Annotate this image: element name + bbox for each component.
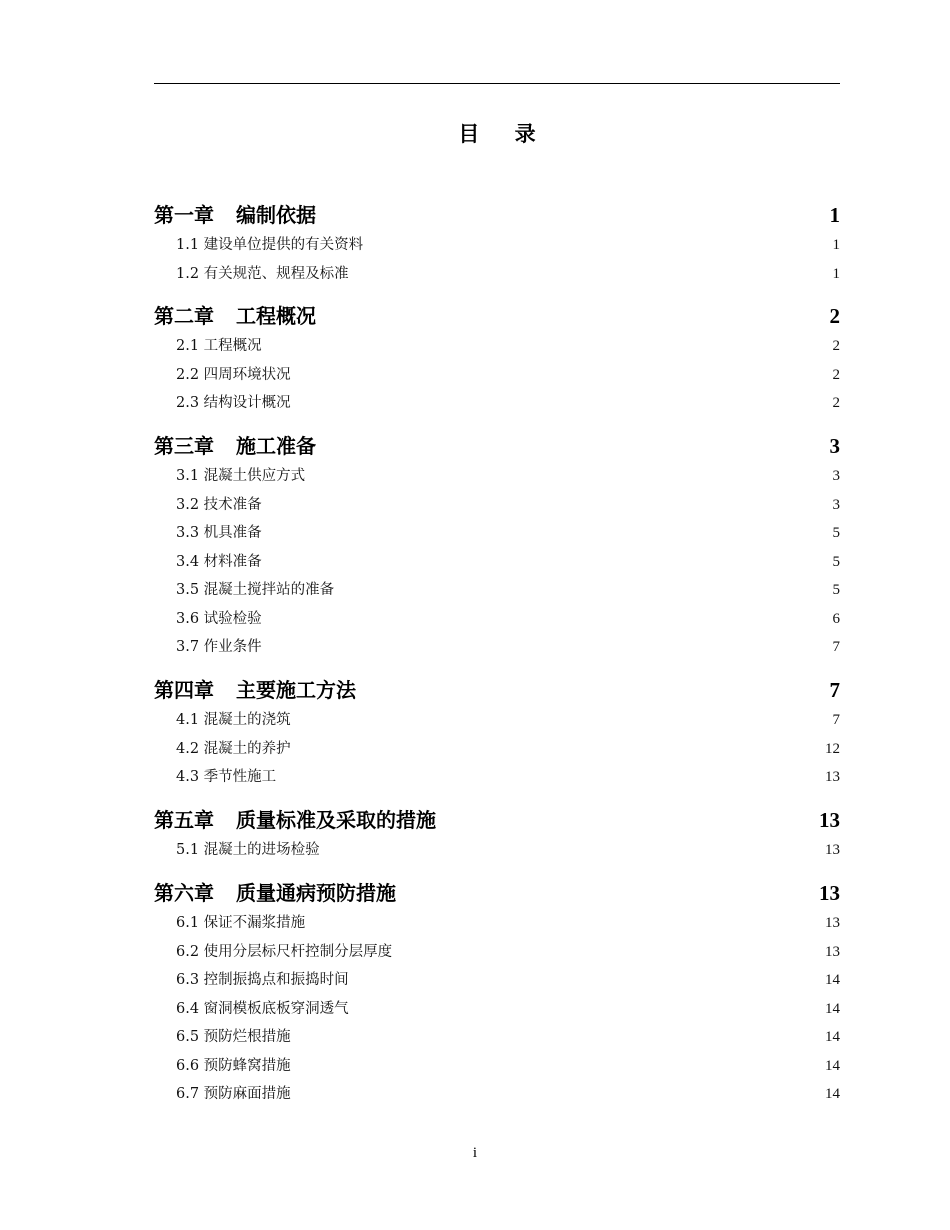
toc-section-row[interactable] bbox=[154, 709, 840, 731]
chapter-number: 第一章 bbox=[154, 203, 214, 227]
toc-section-row[interactable] bbox=[154, 263, 840, 285]
section-title: 3.4 材料准备 bbox=[176, 553, 262, 570]
section-title: 5.1 混凝土的进场检验 bbox=[176, 842, 320, 858]
toc-section-row[interactable] bbox=[154, 998, 840, 1020]
toc-section-row[interactable] bbox=[154, 766, 840, 788]
section-title: 1.2 有关规范、规程及标准 bbox=[176, 265, 349, 282]
section-page-number: 13 bbox=[825, 943, 840, 960]
section-page-number: 14 bbox=[825, 1029, 840, 1045]
section-title: 4.3 季节性施工 bbox=[176, 769, 277, 785]
chapter-number: 第四章 bbox=[154, 678, 214, 702]
chapter-name: 施工准备 bbox=[236, 434, 316, 458]
toc-chapter-row[interactable] bbox=[154, 878, 840, 908]
toc-section-row[interactable] bbox=[154, 392, 840, 414]
chapter-name: 编制依据 bbox=[236, 203, 316, 227]
toc-section-row[interactable] bbox=[154, 912, 840, 934]
toc-section-row[interactable] bbox=[154, 551, 840, 573]
section-title: 6.1 保证不漏浆措施 bbox=[176, 915, 306, 931]
section-title: 4.1 混凝土的浇筑 bbox=[176, 712, 291, 728]
section-title: 2.2 四周环境状况 bbox=[176, 366, 291, 383]
section-page-number: 1 bbox=[832, 265, 840, 282]
toc-section-row[interactable] bbox=[154, 465, 840, 487]
chapter-name: 质量通病预防措施 bbox=[236, 881, 396, 905]
toc-section-row[interactable] bbox=[154, 1083, 840, 1105]
toc-section-row[interactable] bbox=[154, 579, 840, 601]
chapter-number: 第三章 bbox=[154, 434, 214, 458]
section-title: 3.5 混凝土搅拌站的准备 bbox=[176, 582, 335, 598]
toc-section-row[interactable] bbox=[154, 969, 840, 991]
chapter-title bbox=[154, 301, 316, 331]
chapter-name: 工程概况 bbox=[236, 304, 316, 328]
section-page-number: 2 bbox=[832, 338, 840, 354]
toc-section-row[interactable] bbox=[154, 522, 840, 544]
section-page-number: 13 bbox=[825, 915, 840, 931]
chapter-title bbox=[154, 675, 356, 705]
toc-section-row[interactable] bbox=[154, 335, 840, 357]
chapter-title bbox=[154, 805, 436, 835]
section-title: 2.1 工程概况 bbox=[176, 338, 262, 354]
toc-section-row[interactable] bbox=[154, 364, 840, 386]
toc-section-row[interactable] bbox=[154, 636, 840, 658]
section-title: 3.1 混凝土供应方式 bbox=[176, 468, 306, 484]
toc-section-row[interactable] bbox=[154, 941, 840, 963]
section-page-number: 1 bbox=[832, 237, 840, 253]
section-title: 1.1 建设单位提供的有关资料 bbox=[176, 237, 364, 253]
section-title: 6.7 预防麻面措施 bbox=[176, 1086, 291, 1102]
section-title: 3.3 机具准备 bbox=[176, 525, 262, 541]
chapter-name: 质量标准及采取的措施 bbox=[236, 808, 436, 832]
chapter-number: 第五章 bbox=[154, 808, 214, 832]
page-number: i bbox=[472, 1145, 478, 1161]
chapter-page-number: 3 bbox=[829, 434, 840, 458]
header-rule bbox=[154, 83, 840, 84]
toc-section-row[interactable] bbox=[154, 738, 840, 760]
toc-chapter-row[interactable] bbox=[154, 301, 840, 331]
section-page-number: 14 bbox=[825, 1057, 840, 1074]
toc-section-row[interactable] bbox=[154, 1055, 840, 1077]
section-title: 3.2 技术准备 bbox=[176, 496, 262, 513]
section-title: 2.3 结构设计概况 bbox=[176, 395, 291, 411]
toc-section-row[interactable] bbox=[154, 839, 840, 861]
chapter-page-number: 13 bbox=[819, 881, 840, 905]
chapter-page-number: 1 bbox=[829, 203, 840, 227]
chapter-number: 第二章 bbox=[154, 304, 214, 328]
toc-section-row[interactable] bbox=[154, 1026, 840, 1048]
toc-chapter-row[interactable] bbox=[154, 200, 840, 230]
section-page-number: 13 bbox=[825, 769, 840, 785]
toc-chapter-row[interactable] bbox=[154, 805, 840, 835]
section-page-number: 2 bbox=[832, 366, 840, 383]
section-title: 3.7 作业条件 bbox=[176, 639, 262, 655]
toc-title: 目 录 bbox=[458, 121, 550, 146]
toc-section-row[interactable] bbox=[154, 494, 840, 516]
section-title: 3.6 试验检验 bbox=[176, 610, 262, 627]
section-page-number: 6 bbox=[832, 610, 840, 627]
section-title: 6.5 预防烂根措施 bbox=[176, 1029, 291, 1045]
section-title: 6.4 窗洞模板底板穿洞透气 bbox=[176, 1000, 349, 1017]
section-page-number: 7 bbox=[832, 712, 840, 728]
chapter-name: 主要施工方法 bbox=[236, 678, 356, 702]
chapter-title bbox=[154, 200, 316, 230]
toc-section-row[interactable] bbox=[154, 608, 840, 630]
section-page-number: 14 bbox=[825, 1086, 840, 1102]
section-title: 4.2 混凝土的养护 bbox=[176, 740, 291, 757]
chapter-page-number: 7 bbox=[829, 678, 840, 702]
chapter-page-number: 2 bbox=[829, 304, 840, 328]
chapter-page-number: 13 bbox=[819, 808, 840, 832]
section-page-number: 5 bbox=[832, 553, 840, 570]
section-page-number: 5 bbox=[832, 582, 840, 598]
chapter-number: 第六章 bbox=[154, 881, 214, 905]
chapter-title bbox=[154, 878, 396, 908]
section-page-number: 7 bbox=[832, 639, 840, 655]
section-page-number: 13 bbox=[825, 842, 840, 858]
section-title: 6.2 使用分层标尺杆控制分层厚度 bbox=[176, 943, 393, 960]
section-page-number: 14 bbox=[825, 1000, 840, 1017]
section-page-number: 14 bbox=[825, 972, 840, 988]
toc-chapter-row[interactable] bbox=[154, 431, 840, 461]
section-title: 6.3 控制振捣点和振捣时间 bbox=[176, 972, 349, 988]
toc-chapter-row[interactable] bbox=[154, 675, 840, 705]
toc-section-row[interactable] bbox=[154, 234, 840, 256]
section-page-number: 12 bbox=[825, 740, 840, 757]
section-title: 6.6 预防蜂窝措施 bbox=[176, 1057, 291, 1074]
section-page-number: 2 bbox=[832, 395, 840, 411]
section-page-number: 5 bbox=[832, 525, 840, 541]
section-page-number: 3 bbox=[832, 468, 840, 484]
chapter-title bbox=[154, 431, 316, 461]
section-page-number: 3 bbox=[832, 496, 840, 513]
